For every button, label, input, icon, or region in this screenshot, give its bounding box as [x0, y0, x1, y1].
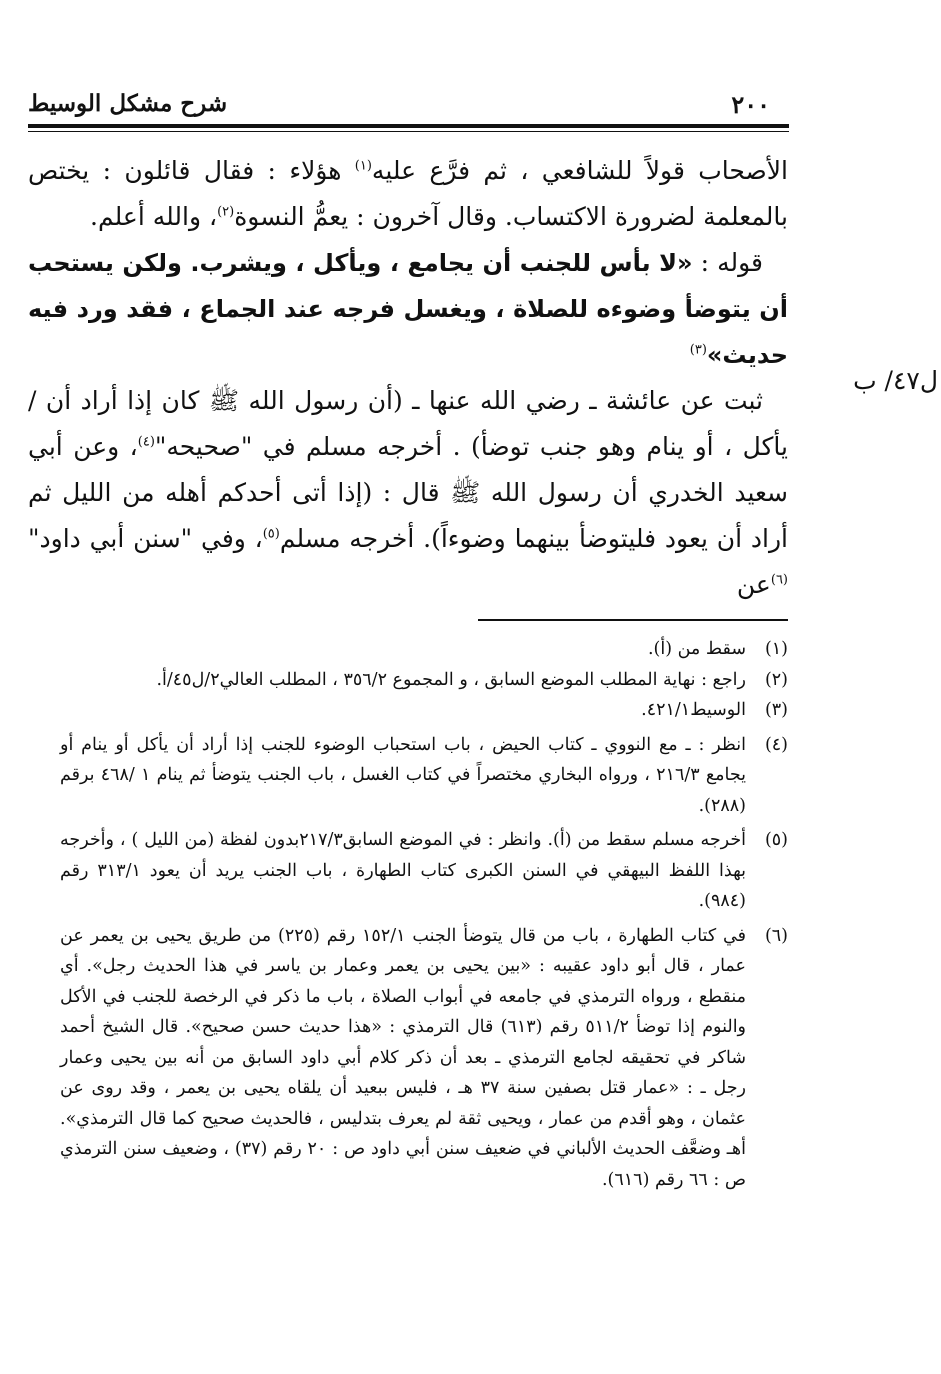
text-run: ، وفي "سنن أبي داود"	[28, 524, 263, 553]
footnote-text: سقط من (أ).	[647, 639, 746, 659]
text-run: ، والله أعلم.	[90, 202, 218, 231]
text-run: ، وعن أبي سعيد الخدري أن رسول الله ﷺ قال : (إذا أتى أحدكم أهله من الليل ثم أراد أن يعود فليتوضأ بينهما وضوءاً). أخرجه مسلم	[28, 432, 788, 553]
footnote-text: راجع : نهاية المطلب الموضع السابق ، و المجموع ٣٥٦/٢ ، المطلب العالي٢/ل٤٥/أ.	[156, 669, 746, 690]
manuscript-folio-note: ل٤٧/ ب	[853, 366, 938, 395]
footnote-ref[interactable]: (٥)	[262, 526, 280, 542]
main-paragraph-2	[28, 240, 788, 378]
footnote-item	[60, 825, 788, 917]
footnote-number: (٢)	[764, 669, 788, 690]
footnote-number: (٣)	[764, 700, 788, 720]
footnote-ref[interactable]: (٣)	[689, 342, 707, 358]
main-text	[28, 148, 788, 608]
footnote-number: (١)	[764, 639, 788, 659]
header-rule-thick	[28, 124, 789, 128]
footnote-ref[interactable]: (٢)	[217, 204, 235, 220]
footnote-item	[60, 665, 788, 696]
footnote-number: (٦)	[764, 925, 788, 946]
page-number: ٢٠٠	[731, 90, 770, 119]
text-run: هؤلاء : فقال قائلون : يختص بالمعلمة لضرورة الاكتساب. وقال آخرون : يعمُّ النسوة	[28, 156, 788, 231]
header-rule-thin	[28, 131, 789, 132]
footnote-text: الوسيط٤٢١/١.	[641, 700, 746, 720]
footnote-ref[interactable]: (٦)	[770, 572, 788, 588]
footnote-number: (٤)	[764, 734, 788, 755]
footnote-item	[60, 921, 788, 1196]
footnote-ref[interactable]: (٤)	[137, 434, 155, 450]
main-paragraph-1	[28, 148, 788, 240]
footnote-text: انظر : ـ مع النووي ـ كتاب الحيض ، باب استحباب الوضوء للجنب إذا أراد أن يأكل أو ينام أو يجامع ٢١٦/٣ ، ورواه البخاري مختصراً في كتاب الغسل ، باب الجنب يتوضأ ثم ينام ١ /٤٦٨ برقم (٢٨٨).	[60, 734, 747, 816]
quoted-text: «لا بأس للجنب أن يجامع ، ويأكل ، ويشرب. ولكن يستحب أن يتوضأ وضوءه للصلاة ، ويغسل فرجه عند الجماع ، فقد ورد فيه حديث»	[28, 249, 788, 369]
footnote-item	[60, 695, 788, 726]
footnote-text: أخرجه مسلم سقط من (أ). وانظر : في الموضع السابق٢١٧/٣بدون لفظة (من الليل ) ، وأخرجه بهذا اللفظ البيهقي في السنن الكبرى كتاب الطهارة ، باب الجنب يريد أن يعود ٣١٣/١ رقم (٩٨٤).	[60, 830, 747, 911]
page-header	[28, 90, 788, 124]
footnotes	[60, 634, 788, 1195]
main-paragraph-3	[28, 378, 788, 608]
footnote-number: (٥)	[764, 830, 788, 850]
text-run: الأصحاب قولاً للشافعي ، ثم فرَّع عليه	[371, 156, 788, 185]
footnote-text: في كتاب الطهارة ، باب من قال يتوضأ الجنب ١٥٢/١ رقم (٢٢٥) من طريق يحيى بن يعمر عن عمار ، قال أبو داود عقيبه : «بين يحيى بن يعمر وعمار بن ياسر في هذا الحديث رجل». أي منقطع ، ورواه الترمذي في جامعه في أبواب الصلاة ، باب ما ذكر في الرخصة للجنب في الأكل والنوم إذا توضأ ٥١١/٢ رقم (٦١٣) قال الترمذي : «هذا حديث حسن صحيح». قال الشيخ أحمد شاكر في تحقيقه لجامع الترمذي ـ بعد أن ذكر كلام أبي داود السابق من أنه بين يحيى وعمار رجل ـ : «عمار قتل بصفين سنة ٣٧ هـ ، فليس ببعيد أن يلقاه يحيى بن يعمر ، وقد روى عن عثمان ، وهو أقدم من عمار ، ويحيى ثقة لم يعرف بتدليس ، فالحديث صحيح كما قال الترمذي». أهـ وضعَّف الحديث الألباني في ضعيف سنن أبي داود ص : ٢٠ رقم (٣٧) ، وضعيف سنن الترمذي ص : ٦٦ رقم (٦١٦).	[60, 925, 747, 1190]
footnote-item	[60, 730, 788, 822]
footnote-item	[60, 634, 788, 665]
footnote-separator	[478, 619, 788, 621]
text-run: عن	[736, 570, 771, 599]
footnote-ref[interactable]: (١)	[354, 158, 372, 174]
text-run: ثبت عن عائشة ـ رضي الله عنها ـ (أن رسول الله ﷺ كان إذا أراد أن / يأكل ، أو ينام وهو جنب توضأ) . أخرجه مسلم في "صحيحه"	[28, 386, 788, 461]
quote-lead: قوله :	[692, 248, 764, 277]
book-title: شرح مشكل الوسيط	[28, 90, 228, 117]
